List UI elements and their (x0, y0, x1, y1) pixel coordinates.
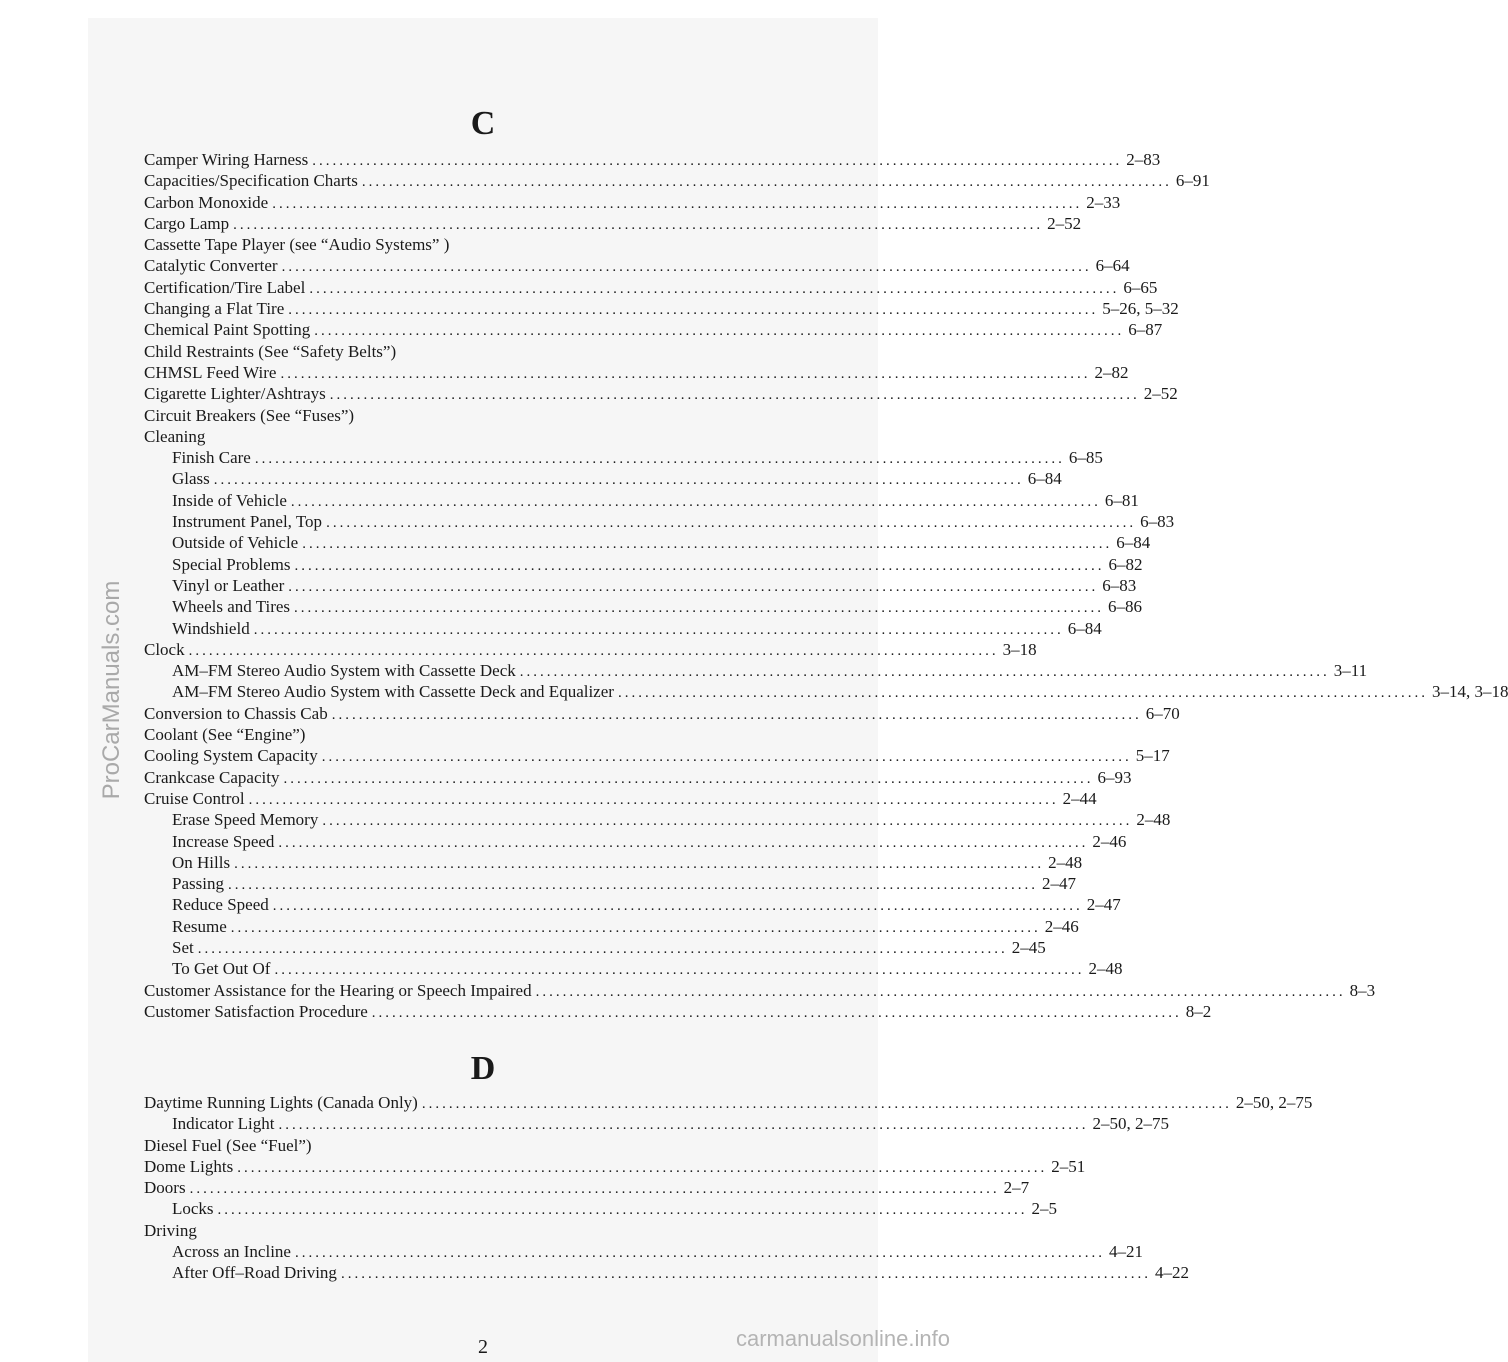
entry-term: Resume (172, 916, 227, 936)
index-entry (144, 852, 1083, 873)
entry-term: On Hills (172, 852, 231, 872)
entry-term: Coolant (See “Engine”) (144, 725, 306, 745)
entry-term: Chemical Paint Spotting (144, 320, 311, 340)
dot-leader: ........................................................................................................................ (254, 451, 1065, 468)
dot-leader: ........................................................................................................................ (312, 153, 1123, 169)
index-entry (144, 192, 1121, 213)
dot-leader: ........................................................................................................................ (361, 174, 1172, 191)
dot-leader: ........................................................................................................................ (294, 600, 1105, 617)
entry-page-ref: 3–14, 3–18 (1431, 682, 1508, 702)
index-entries-c (144, 149, 1508, 1022)
entry-term: Capacities/Specification Charts (144, 171, 358, 191)
page-number: 2 (478, 1336, 488, 1358)
dot-leader: ........................................................................................................................ (288, 302, 1099, 319)
dot-leader: ........................................................................................................................ (227, 877, 1038, 894)
entry-term: Cassette Tape Player (see “Audio Systems” ) (144, 235, 450, 255)
entry-page-ref: 2–50, 2–75 (1092, 1114, 1169, 1134)
entry-term: Daytime Running Lights (Canada Only) (144, 1093, 418, 1112)
entry-term: Dome Lights (144, 1156, 234, 1176)
entry-page-ref: 4–21 (1108, 1242, 1143, 1262)
index-entry (144, 1135, 840, 1156)
index-entry (144, 277, 1158, 298)
entry-page-ref: 2–48 (1048, 852, 1083, 872)
entry-term: Vinyl or Leather (172, 575, 285, 595)
entry-page-ref: 6–83 (1102, 575, 1137, 595)
dot-leader: ........................................................................................................................ (278, 834, 1089, 851)
entry-page-ref: 2–46 (1092, 831, 1127, 851)
dot-leader: ........................................................................................................................ (189, 1181, 1000, 1198)
entry-term: Driving (144, 1220, 197, 1240)
index-entry (144, 255, 1130, 276)
index-entry (144, 639, 1037, 660)
index-entry (144, 788, 1097, 809)
entry-term: Instrument Panel, Top (172, 512, 323, 532)
entry-page-ref: 2–46 (1044, 916, 1079, 936)
entry-page-ref: 2–33 (1086, 192, 1121, 212)
entry-term: Clock (144, 639, 185, 659)
index-entry (144, 468, 1062, 489)
dot-leader: ........................................................................................................................ (280, 365, 1091, 382)
entry-page-ref: 6–82 (1108, 554, 1143, 574)
index-entry (144, 170, 1210, 191)
index-entry (144, 319, 1163, 340)
dot-leader: ........................................................................................................................ (294, 557, 1105, 574)
dot-leader: ........................................................................................................................ (197, 940, 1008, 957)
entry-term: Cooling System Capacity (144, 746, 318, 766)
index-entry (144, 1198, 1058, 1219)
dot-leader: ........................................................................................................................ (188, 642, 999, 659)
dot-leader: ........................................................................................................................ (294, 1245, 1105, 1262)
entry-term: Indicator Light (172, 1114, 275, 1134)
entry-term: Wheels and Tires (172, 597, 291, 617)
entry-page-ref: 2–52 (1143, 384, 1178, 404)
dot-leader: ........................................................................................................................ (302, 536, 1113, 553)
dot-leader: ........................................................................................................................ (281, 259, 1092, 276)
dot-leader: ........................................................................................................................ (274, 962, 1085, 979)
entry-term: AM–FM Stereo Audio System with Cassette Deck and Equalizer (172, 682, 614, 702)
dot-leader: ........................................................................................................................ (314, 323, 1125, 340)
index-entry (144, 149, 1161, 170)
index-entry (144, 532, 1151, 553)
entry-term: After Off–Road Driving (172, 1263, 337, 1283)
entry-page-ref: 4–22 (1154, 1263, 1189, 1283)
index-entry (144, 916, 1079, 937)
entry-page-ref: 2–52 (1047, 213, 1082, 233)
entry-term: Cleaning (144, 426, 206, 446)
dot-leader: ........................................................................................................................ (272, 898, 1083, 915)
entry-term: Conversion to Chassis Cab (144, 703, 328, 723)
entry-page-ref: 6–84 (1027, 469, 1062, 489)
entry-page-ref: 5–26, 5–32 (1102, 299, 1179, 319)
dot-leader: ........................................................................................................................ (371, 1004, 1182, 1021)
entry-term: CHMSL Feed Wire (144, 362, 277, 382)
entry-page-ref: 6–84 (1116, 533, 1151, 553)
dot-leader: ........................................................................................................................ (272, 195, 1083, 212)
index-entries-d (144, 1092, 1313, 1284)
entry-page-ref: 5–17 (1135, 746, 1170, 766)
dot-leader: ........................................................................................................................ (230, 919, 1041, 936)
entry-page-ref: 2–48 (1136, 810, 1171, 830)
entry-page-ref: 6–86 (1108, 597, 1143, 617)
dot-leader: ........................................................................................................................ (290, 493, 1101, 510)
dot-leader: ........................................................................................................................ (213, 472, 1024, 489)
index-entry (144, 1113, 1169, 1134)
index-entry (144, 234, 840, 255)
dot-leader: ........................................................................................................................ (309, 280, 1120, 297)
dot-leader: ........................................................................................................................ (326, 515, 1137, 532)
entry-page-ref: 6–83 (1140, 512, 1175, 532)
dot-leader: ........................................................................................................................ (321, 749, 1132, 766)
entry-page-ref: 2–82 (1094, 362, 1129, 382)
entry-page-ref: 6–91 (1175, 171, 1210, 191)
entry-page-ref: 2–5 (1031, 1199, 1058, 1219)
entry-page-ref: 3–11 (1333, 661, 1368, 681)
entry-page-ref: 8–3 (1349, 980, 1376, 1000)
index-entry (144, 873, 1076, 894)
entry-term: Changing a Flat Tire (144, 299, 285, 319)
entry-page-ref: 2–48 (1088, 959, 1123, 979)
dot-leader: ........................................................................................................................ (340, 1266, 1151, 1283)
index-entry (144, 745, 1170, 766)
entry-page-ref: 3–18 (1002, 639, 1037, 659)
index-entry (144, 618, 1102, 639)
entry-term: To Get Out Of (172, 959, 271, 979)
entry-term: Locks (172, 1199, 214, 1219)
entry-term: Cargo Lamp (144, 213, 230, 233)
entry-page-ref: 6–64 (1095, 256, 1130, 276)
entry-page-ref: 2–45 (1011, 937, 1046, 957)
dot-leader: ........................................................................................................................ (322, 813, 1133, 830)
entry-term: Customer Assistance for the Hearing or Speech Impaired (144, 980, 532, 1000)
section-heading-c: C (470, 105, 496, 142)
dot-leader: ........................................................................................................................ (329, 387, 1140, 404)
entry-term: Outside of Vehicle (172, 533, 299, 553)
entry-page-ref: 6–85 (1068, 448, 1103, 468)
entry-term: Increase Speed (172, 831, 275, 851)
entry-page-ref: 2–47 (1041, 874, 1076, 894)
entry-page-ref: 2–7 (1003, 1178, 1030, 1198)
dot-leader: ........................................................................................................................ (248, 791, 1059, 808)
entry-term: Passing (172, 874, 224, 894)
dot-leader: ........................................................................................................................ (617, 685, 1428, 702)
dot-leader: ........................................................................................................................ (278, 1117, 1089, 1134)
index-entry (144, 809, 1171, 830)
entry-term: Erase Speed Memory (172, 810, 319, 830)
index-entry (144, 660, 1368, 681)
entry-term: Child Restraints (See “Safety Belts”) (144, 341, 397, 361)
entry-page-ref: 2–83 (1126, 150, 1161, 169)
index-entry (144, 681, 1508, 702)
dot-leader: ........................................................................................................................ (283, 770, 1094, 787)
index-entry (144, 490, 1139, 511)
entry-page-ref: 2–51 (1051, 1156, 1086, 1176)
index-entry (144, 980, 1376, 1001)
entry-term: Windshield (172, 618, 250, 638)
entry-term: Special Problems (172, 554, 291, 574)
entry-page-ref: 6–65 (1123, 277, 1158, 297)
entry-term: Across an Incline (172, 1242, 291, 1262)
entry-page-ref: 8–2 (1185, 1001, 1212, 1021)
index-entry (144, 1177, 1030, 1198)
dot-leader: ........................................................................................................................ (331, 706, 1142, 723)
index-entry (144, 405, 840, 426)
index-entry (144, 213, 1082, 234)
index-entry (144, 426, 840, 447)
entry-term: Cigarette Lighter/Ashtrays (144, 384, 326, 404)
index-entry (144, 298, 1179, 319)
index-entry (144, 831, 1127, 852)
entry-page-ref: 6–81 (1104, 490, 1139, 510)
dot-leader: ........................................................................................................................ (217, 1202, 1028, 1219)
dot-leader: ........................................................................................................................ (233, 216, 1044, 233)
entry-term: Glass (172, 469, 210, 489)
entry-page-ref: 6–70 (1145, 703, 1180, 723)
index-entry (144, 511, 1175, 532)
index-entry (144, 383, 1178, 404)
entry-term: Doors (144, 1178, 186, 1198)
index-entry (144, 341, 840, 362)
entry-term: Finish Care (172, 448, 251, 468)
index-entry (144, 447, 1103, 468)
watermark-procarmanuals: ProCarManuals.com (98, 580, 125, 800)
index-entry (144, 1001, 1212, 1022)
entry-term: Diesel Fuel (See “Fuel”) (144, 1135, 312, 1155)
index-entry (144, 724, 840, 745)
entry-term: Catalytic Converter (144, 256, 278, 276)
entry-term: Reduce Speed (172, 895, 269, 915)
entry-page-ref: 2–44 (1062, 788, 1097, 808)
entry-term: Crankcase Capacity (144, 767, 280, 787)
index-entry (144, 1262, 1189, 1283)
dot-leader: ........................................................................................................................ (519, 664, 1330, 681)
dot-leader: ........................................................................................................................ (234, 855, 1045, 872)
entry-page-ref: 6–87 (1128, 320, 1163, 340)
entry-term: Certification/Tire Label (144, 277, 306, 297)
entry-term: Circuit Breakers (See “Fuses”) (144, 405, 355, 425)
entry-page-ref: 2–47 (1086, 895, 1121, 915)
index-entry (144, 596, 1143, 617)
index-entry (144, 894, 1121, 915)
index-entry (144, 554, 1143, 575)
index-entry (144, 575, 1137, 596)
index-entry (144, 958, 1123, 979)
entry-term: Carbon Monoxide (144, 192, 269, 212)
entry-page-ref: 2–50, 2–75 (1235, 1093, 1313, 1112)
watermark-carmanualsonline: carmanualsonline.info (735, 1326, 950, 1351)
entry-page-ref: 6–84 (1067, 618, 1102, 638)
index-entry (144, 1220, 840, 1241)
entry-term: Set (172, 937, 194, 957)
entry-term: Camper Wiring Harness (144, 150, 309, 169)
index-entry (144, 362, 1129, 383)
entry-page-ref: 6–93 (1097, 767, 1132, 787)
entry-term: AM–FM Stereo Audio System with Cassette Deck (172, 661, 516, 681)
index-entry (144, 1156, 1086, 1177)
index-entry (144, 1241, 1143, 1262)
entry-term: Cruise Control (144, 788, 245, 808)
entry-term: Inside of Vehicle (172, 490, 287, 510)
dot-leader: ........................................................................................................................ (421, 1096, 1232, 1112)
index-entry (144, 703, 1180, 724)
dot-leader: ........................................................................................................................ (237, 1159, 1048, 1176)
index-entry (144, 1092, 1313, 1113)
index-entry (144, 937, 1046, 958)
section-heading-d: D (470, 1050, 496, 1087)
index-entry (144, 767, 1132, 788)
dot-leader: ........................................................................................................................ (288, 578, 1099, 595)
entry-term: Customer Satisfaction Procedure (144, 1001, 368, 1021)
dot-leader: ........................................................................................................................ (253, 621, 1064, 638)
dot-leader: ........................................................................................................................ (535, 983, 1346, 1000)
